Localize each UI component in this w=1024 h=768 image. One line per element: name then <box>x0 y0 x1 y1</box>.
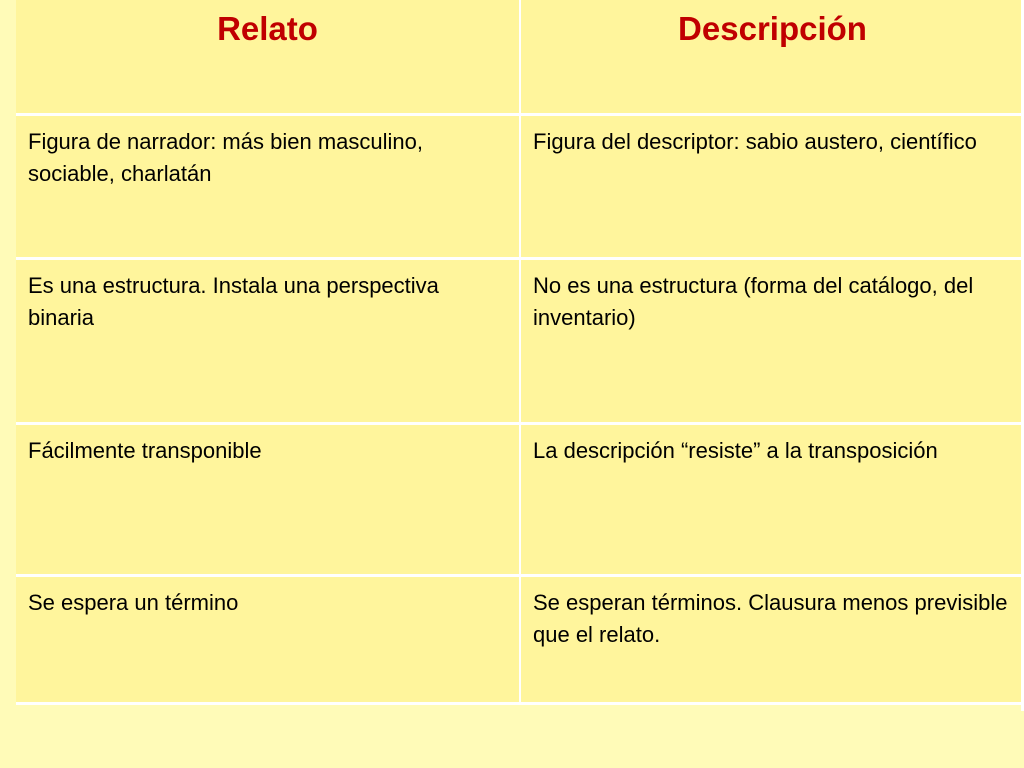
cell-descripcion: Se esperan términos. Clausura menos previsible que el relato. <box>520 575 1024 703</box>
header-descripcion: Descripción <box>520 0 1024 114</box>
cell-relato: Figura de narrador: más bien masculino, sociable, charlatán <box>16 114 520 258</box>
cell-relato: Fácilmente transponible <box>16 423 520 575</box>
cell-descripcion: No es una estructura (forma del catálogo, del inventario) <box>520 258 1024 423</box>
header-relato: Relato <box>16 0 520 114</box>
table-row <box>16 114 1024 258</box>
cell-descripcion: Figura del descriptor: sabio austero, científico <box>520 114 1024 258</box>
table-row <box>16 423 1024 575</box>
header-row <box>16 0 1024 114</box>
cell-relato: Se espera un término <box>16 575 520 703</box>
cell-descripcion: La descripción “resiste” a la transposición <box>520 423 1024 575</box>
table-row <box>16 575 1024 703</box>
table-row <box>16 258 1024 423</box>
cell-relato: Es una estructura. Instala una perspectiva binaria <box>16 258 520 423</box>
comparison-table <box>16 0 1024 705</box>
